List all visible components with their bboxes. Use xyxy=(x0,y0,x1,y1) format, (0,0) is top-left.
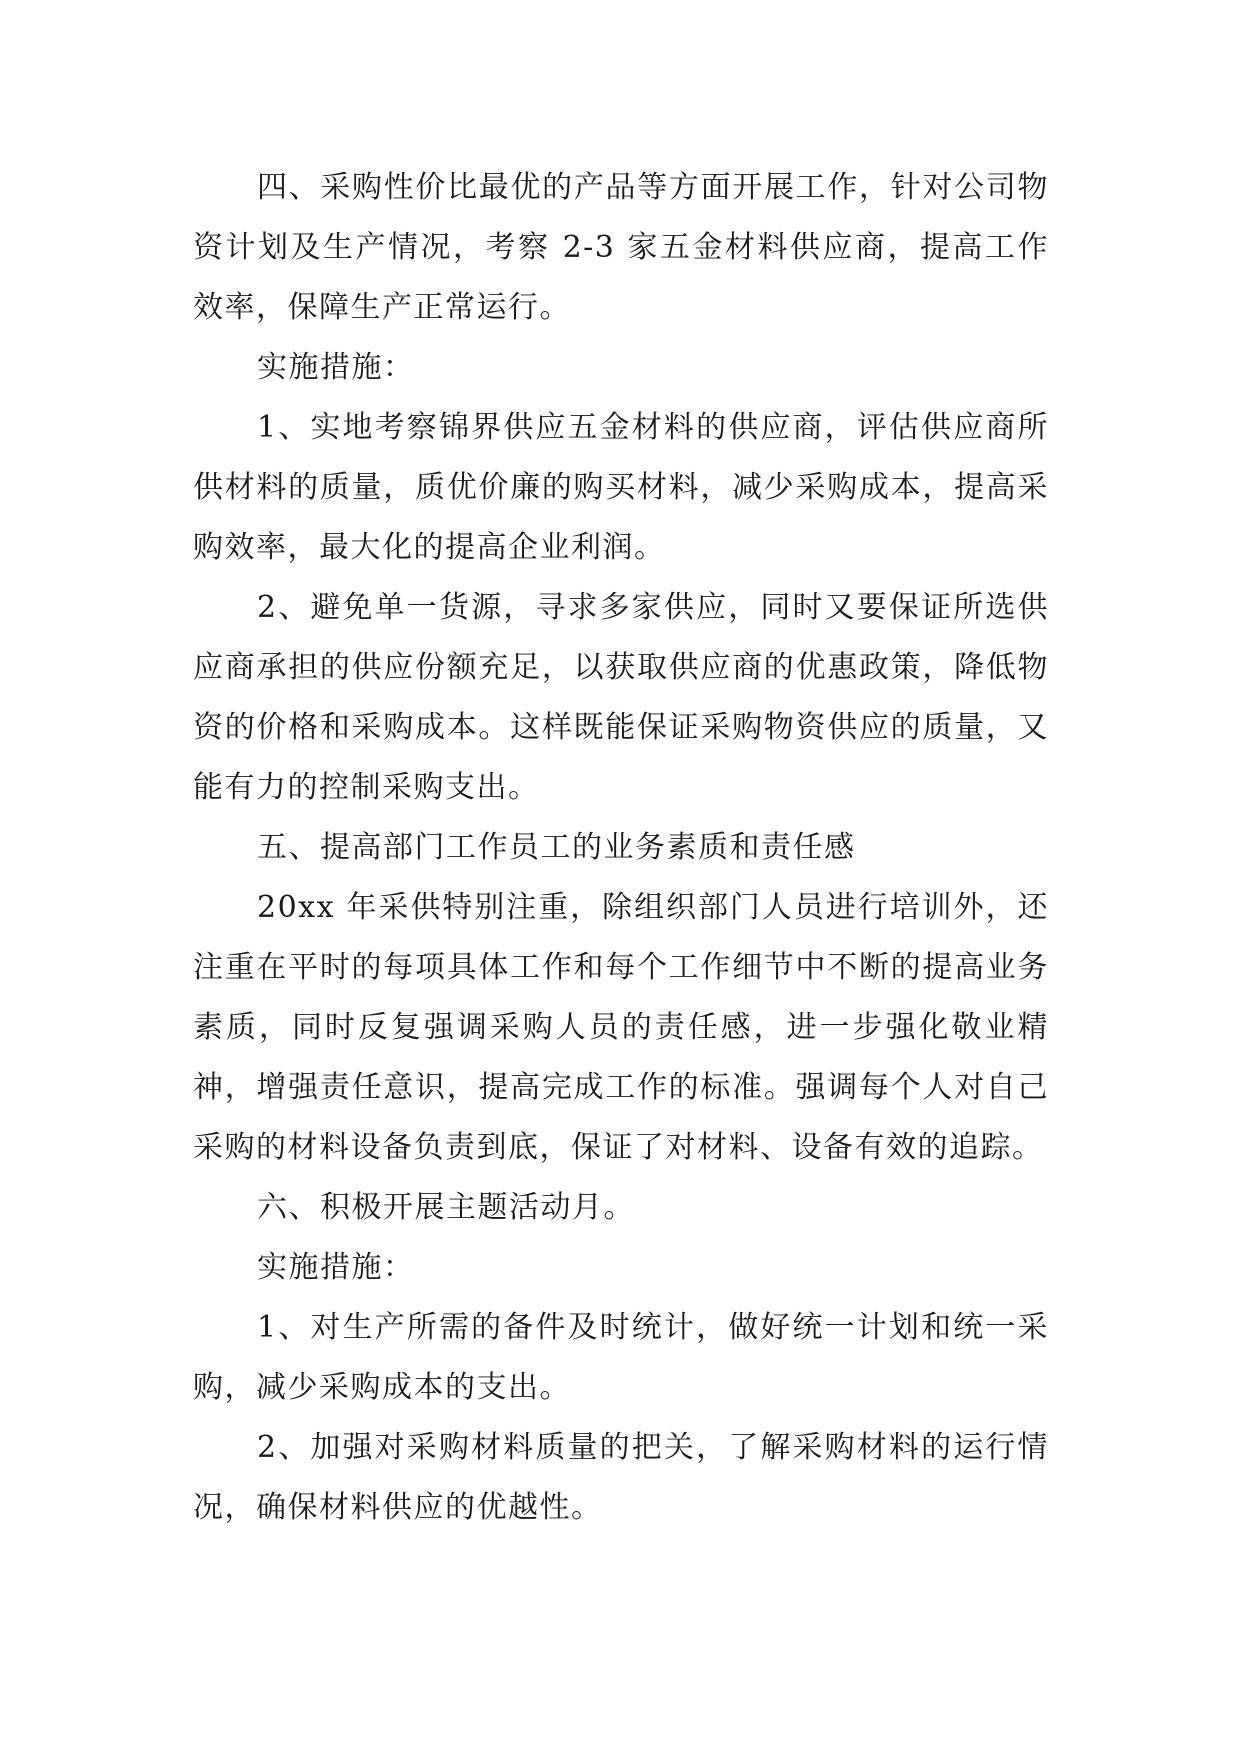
paragraph-measures-heading-2: 实施措施： xyxy=(257,1250,415,1285)
paragraph-measure-2: 2、避免单一货源，寻求多家供应，同时又要保证所选供应商承担的供应份额充足，以获取供应商的优惠政策，降低物资的价格和采购成本。这样既能保证采购物资供应的质量，又能有力的控制采购支出。 xyxy=(193,590,1049,805)
paragraph-measure-2b: 2、加强对采购材料质量的把关，了解采购材料的运行情况，确保材料供应的优越性。 xyxy=(193,1430,1049,1525)
document-body xyxy=(193,158,1049,1538)
paragraph-section-five-body: 20xx 年采供特别注重，除组织部门人员进行培训外，还注重在平时的每项具体工作和每个工作细节中不断的提高业务素质，同时反复强调采购人员的责任感，进一步强化敬业精神，增强责任意识，提高完成工作的标准。强调每个人对自己采购的材料设备负责到底，保证了对材料、设备有效的追踪。 xyxy=(193,890,1049,1165)
paragraph-measure-1b: 1、对生产所需的备件及时统计，做好统一计划和统一采购，减少采购成本的支出。 xyxy=(193,1310,1049,1405)
paragraph-section-five: 五、提高部门工作员工的业务素质和责任感 xyxy=(257,830,856,865)
paragraph-section-four: 四、采购性价比最优的产品等方面开展工作，针对公司物资计划及生产情况，考察 2-3 家五金材料供应商，提高工作效率，保障生产正常运行。 xyxy=(193,170,1049,325)
paragraph-measures-heading: 实施措施： xyxy=(257,350,415,385)
paragraph-section-six: 六、积极开展主题活动月。 xyxy=(257,1190,635,1225)
paragraph-measure-1: 1、实地考察锦界供应五金材料的供应商，评估供应商所供材料的质量，质优价廉的购买材料，减少采购成本，提高采购效率，最大化的提高企业利润。 xyxy=(193,410,1049,565)
